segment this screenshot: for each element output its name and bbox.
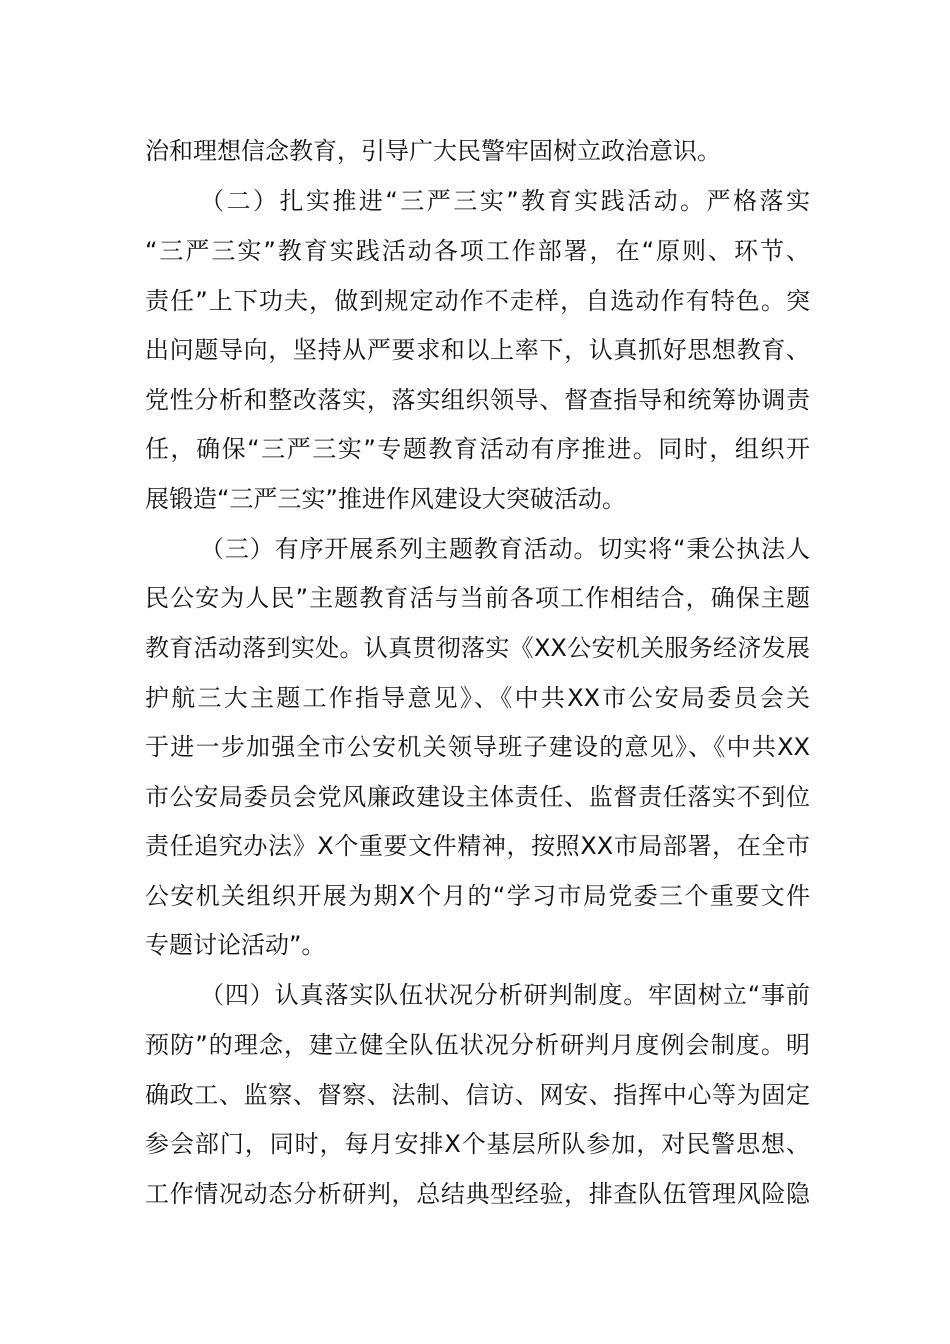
text-line: 党性分析和整改落实，落实组织领导、督查指导和统筹协调责 [145,386,810,414]
text-line: 责任追究办法》X个重要文件精神，按照XX市局部署，在全市 [145,832,810,860]
text-line: 治和理想信念教育，引导广大民警牢固树立政治意识。 [145,137,721,165]
section-heading-line: （二）扎实推进“三严三实”教育实践活动。严格落实 [200,187,810,215]
text-line: 于进一步加强全市公安机关领导班子建设的意见》、《中共XX [145,733,810,761]
text-line: 专题讨论活动”。 [145,931,326,959]
text-line: 护航三大主题工作指导意见》、《中共XX市公安局委员会关 [145,684,810,712]
text-line: 展锻造“三严三实”推进作风建设大突破活动。 [145,485,626,513]
text-line: 工作情况动态分析研判，总结典型经验，排查队伍管理风险隐 [145,1180,810,1208]
text-line: 预防”的理念，建立健全队伍状况分析研判月度例会制度。明 [145,1031,810,1059]
text-line: “三严三实”教育实践活动各项工作部署，在“原则、环节、 [145,237,810,265]
section-heading-line: （三）有序开展系列主题教育活动。切实将“秉公执法人 [200,535,810,563]
text-line: 确政工、监察、督察、法制、信访、网安、指挥中心等为固定 [145,1081,810,1109]
text-line: 公安机关组织开展为期X个月的“学习市局党委三个重要文件 [145,882,810,910]
text-line: 市公安局委员会党风廉政建设主体责任、监督责任落实不到位 [145,783,810,811]
text-line: 任，确保“三严三实”专题教育活动有序推进。同时，组织开 [145,435,810,463]
text-line: 责任”上下功夫，做到规定动作不走样，自选动作有特色。突 [145,287,810,315]
section-heading-line: （四）认真落实队伍状况分析研判制度。牢固树立“事前 [200,981,810,1009]
text-line: 民公安为人民”主题教育活与当前各项工作相结合，确保主题 [145,584,810,612]
text-line: 出问题导向，坚持从严要求和以上率下，认真抓好思想教育、 [145,336,810,364]
text-line: 参会部门，同时，每月安排X个基层所队参加，对民警思想、 [145,1130,810,1158]
text-line: 教育活动落到实处。认真贯彻落实《XX公安机关服务经济发展 [145,634,810,662]
